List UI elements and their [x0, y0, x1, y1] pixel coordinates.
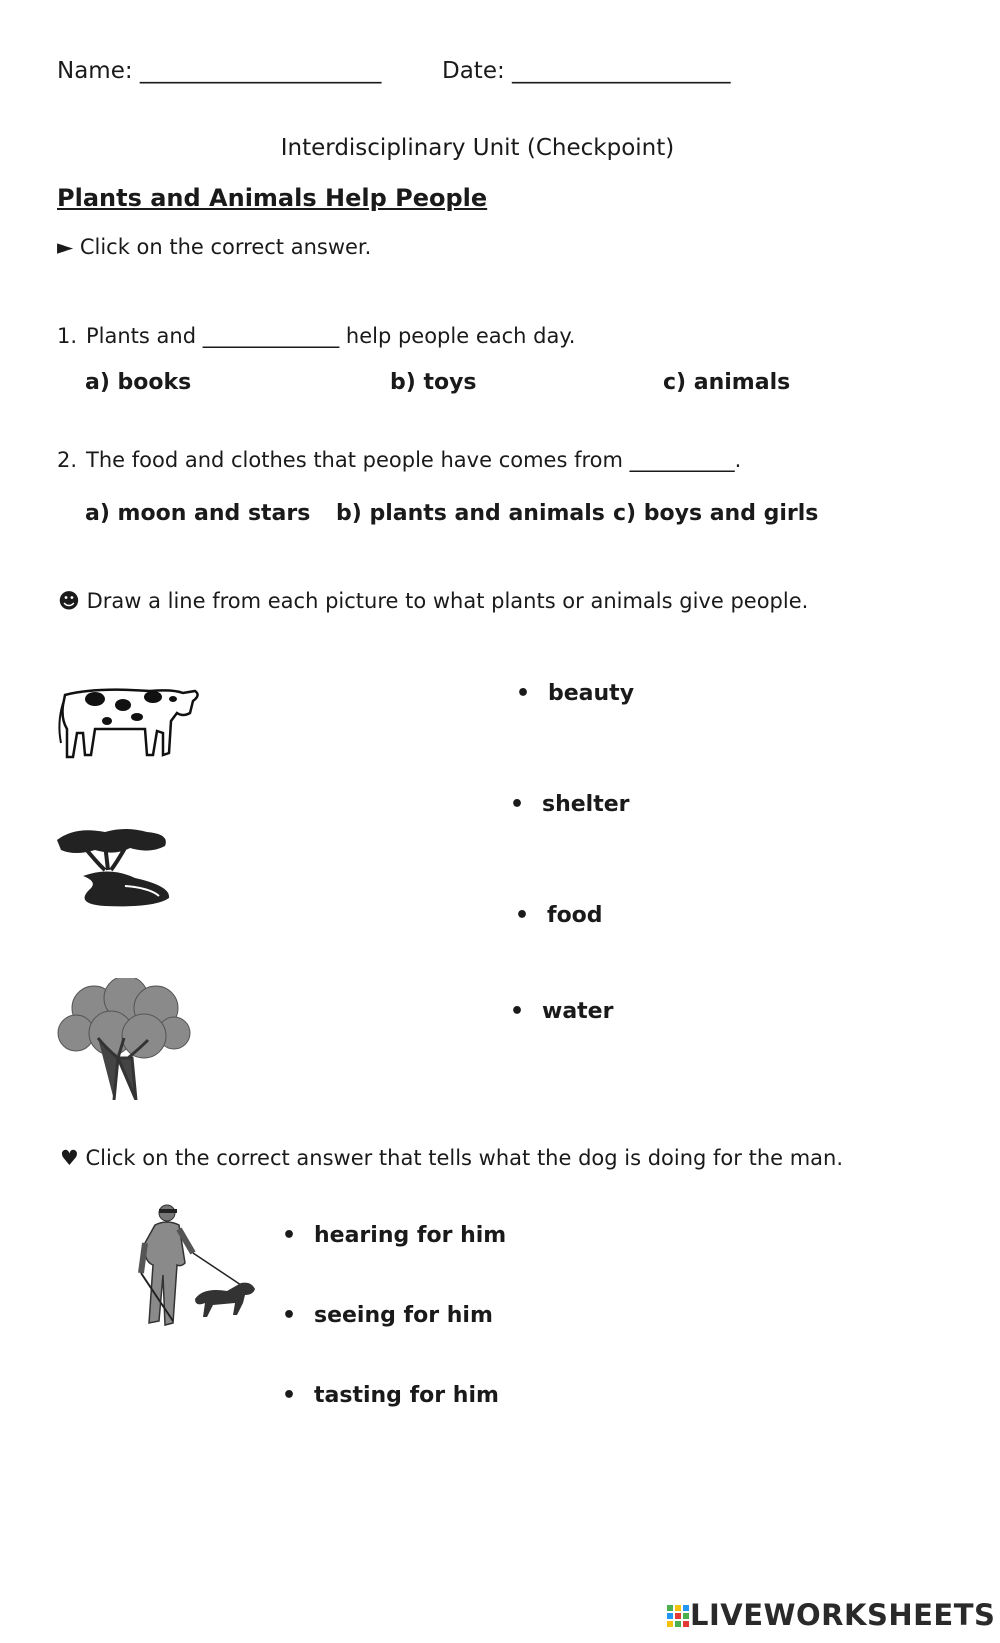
tree-icon[interactable]	[56, 978, 192, 1100]
question-1-number: 1.	[57, 324, 78, 348]
dog-option-tasting[interactable]: • tasting for him	[314, 1383, 499, 1408]
match-answer-water[interactable]: • water	[542, 999, 613, 1024]
name-field-label: Name: _____________________	[57, 58, 382, 84]
match-answer-beauty[interactable]: • beauty	[548, 681, 634, 706]
dog-option-seeing[interactable]: • seeing for him	[314, 1303, 493, 1328]
cow-icon[interactable]	[55, 683, 201, 763]
q1-option-a[interactable]: a) books	[85, 370, 192, 395]
liveworksheets-logo-icon	[667, 1605, 689, 1627]
dog-option-hearing[interactable]: • hearing for him	[314, 1223, 506, 1248]
unit-title: Interdisciplinary Unit (Checkpoint)	[280, 135, 675, 161]
q2-option-c[interactable]: c) boys and girls	[613, 501, 819, 526]
q1-option-c[interactable]: c) animals	[663, 370, 791, 395]
bonsai-icon[interactable]	[55, 826, 173, 908]
match-answer-food[interactable]: • food	[547, 903, 603, 928]
instruction-click-answer: ► Click on the correct answer.	[57, 235, 372, 259]
q1-option-b[interactable]: b) toys	[390, 370, 477, 395]
guide-dog-icon	[133, 1203, 265, 1329]
match-answer-shelter[interactable]: • shelter	[542, 792, 630, 817]
instruction-dog: ♥ Click on the correct answer that tells what the dog is doing for the man.	[60, 1146, 844, 1170]
date-field-label: Date: ___________________	[442, 58, 731, 84]
q2-option-a[interactable]: a) moon and stars	[85, 501, 311, 526]
question-2-text: The food and clothes that people have comes from __________.	[86, 448, 742, 472]
question-2-number: 2.	[57, 448, 78, 472]
q2-option-b[interactable]: b) plants and animals	[336, 501, 605, 526]
instruction-draw-line: ☻ Draw a line from each picture to what plants or animals give people.	[58, 589, 809, 613]
liveworksheets-brand: LIVEWORKSHEETS	[690, 1598, 996, 1632]
question-1-text: Plants and _____________ help people each day.	[86, 324, 576, 348]
lesson-title: Plants and Animals Help People	[57, 184, 488, 212]
